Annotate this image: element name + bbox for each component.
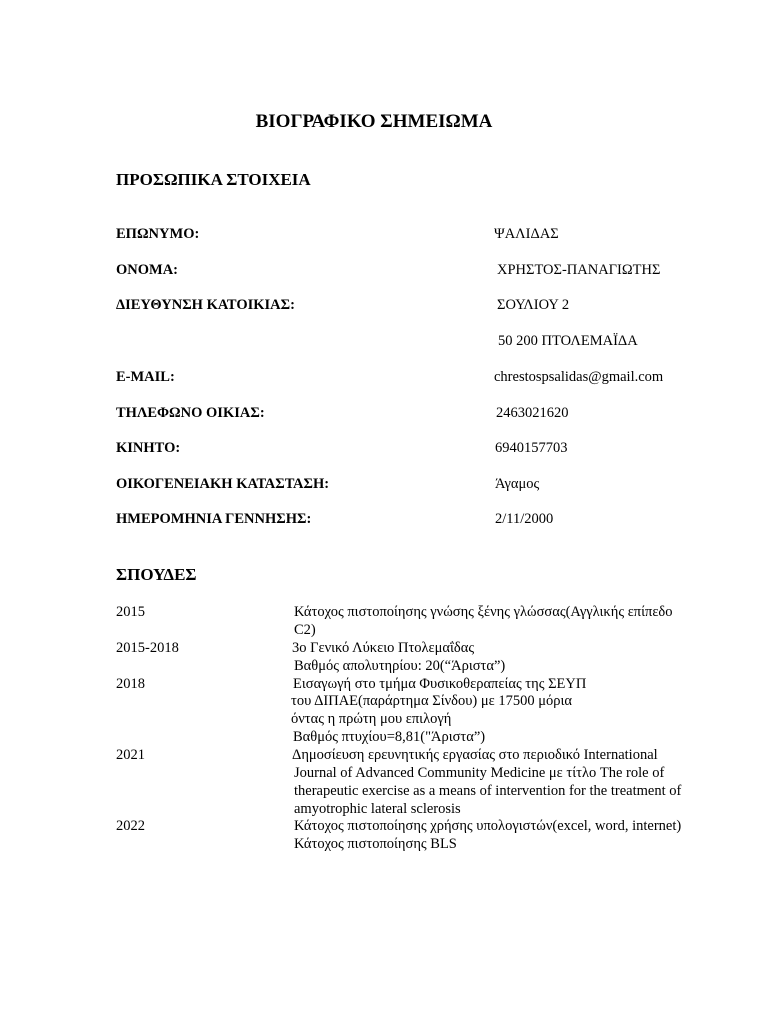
education-section-heading: ΣΠΟΥΔΕΣ <box>116 565 197 584</box>
education-line: 3ο Γενικό Λύκειο Πτολεμαΐδας <box>292 640 475 656</box>
surname-value: ΨΑΛΙΔΑΣ <box>494 226 559 242</box>
address-street-value: ΣΟΥΛΙΟΥ 2 <box>497 297 570 313</box>
education-line: Κάτοχος πιστοποίησης BLS <box>294 836 457 852</box>
education-line: Εισαγωγή στο τμήμα Φυσικοθεραπείας της ΣΕΥΠ <box>293 676 587 692</box>
education-line: therapeutic exercise as a means of intervention for the treatment of <box>294 783 682 799</box>
education-line: C2) <box>294 622 316 638</box>
birth-date-label: ΗΜΕΡΟΜΗΝΙΑ ΓΕΝΝΗΣΗΣ: <box>116 511 312 527</box>
mobile-label: ΚΙΝΗΤΟ: <box>116 440 181 456</box>
education-year: 2015-2018 <box>116 640 179 656</box>
education-line: Βαθμός απολυτηρίου: 20(“Άριστα”) <box>294 658 506 674</box>
marital-status-value: Άγαμος <box>495 476 540 492</box>
education-year: 2018 <box>116 676 145 692</box>
document-title: ΒΙΟΓΡΑΦΙΚΟ ΣΗΜΕΙΩΜΑ <box>255 111 493 132</box>
marital-status-label: ΟΙΚΟΓΕΝΕΙΑΚΗ ΚΑΤΑΣΤΑΣΗ: <box>116 476 330 492</box>
education-line: Κάτοχος πιστοποίησης γνώσης ξένης γλώσσας(Αγγλικής επίπεδο <box>294 604 673 620</box>
email-label: E-MAIL: <box>116 369 175 385</box>
education-line: όντας η πρώτη μου επιλογή <box>291 711 452 727</box>
address-label: ΔΙΕΥΘΥΝΣΗ ΚΑΤΟΙΚΙΑΣ: <box>116 297 295 313</box>
name-label: ΟΝΟΜΑ: <box>116 262 179 278</box>
mobile-value: 6940157703 <box>495 440 568 456</box>
education-line: Journal of Advanced Community Medicine με τίτλο The role of <box>294 765 665 781</box>
email-value: chrestospsalidas@gmail.com <box>494 369 664 385</box>
education-line: Κάτοχος πιστοποίησης χρήσης υπολογιστών(excel, word, internet) <box>294 818 682 834</box>
education-line: amyotrophic lateral sclerosis <box>294 801 461 817</box>
education-year: 2021 <box>116 747 145 763</box>
education-line: του ΔΙΠΑΕ(παράρτημα Σίνδου) με 17500 μόρια <box>291 693 572 709</box>
home-phone-label: ΤΗΛΕΦΩΝΟ ΟΙΚΙΑΣ: <box>116 405 265 421</box>
education-year: 2022 <box>116 818 145 834</box>
surname-label: ΕΠΩΝΥΜΟ: <box>116 226 200 242</box>
birth-date-value: 2/11/2000 <box>495 511 554 527</box>
education-line: Βαθμός πτυχίου=8,81("Άριστα”) <box>293 729 486 745</box>
name-value: ΧΡΗΣΤΟΣ-ΠΑΝΑΓΙΩΤΗΣ <box>497 262 661 278</box>
education-year: 2015 <box>116 604 145 620</box>
personal-section-heading: ΠΡΟΣΩΠΙΚΑ ΣΤΟΙΧΕΙΑ <box>116 170 311 189</box>
education-line: Δημοσίευση ερευνητικής εργασίας στο περιοδικό International <box>292 747 658 763</box>
home-phone-value: 2463021620 <box>496 405 569 421</box>
address-city-value: 50 200 ΠΤΟΛΕΜΑΪΔΑ <box>498 333 638 349</box>
